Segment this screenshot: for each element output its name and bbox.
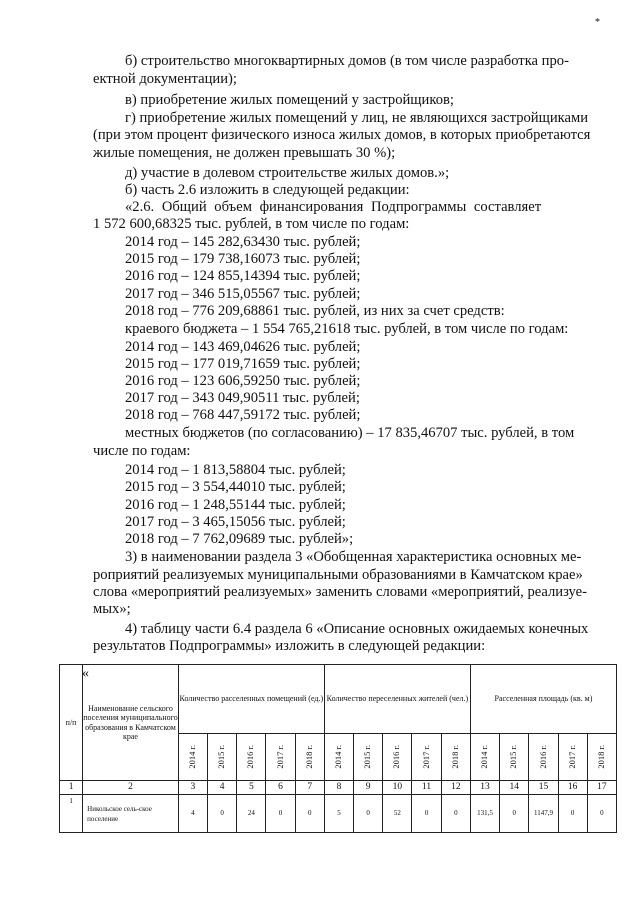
data-cell: 0 <box>266 795 295 833</box>
year-header: 2016 г. <box>529 734 558 781</box>
paragraph-line: ектной документации); <box>93 71 237 87</box>
paragraph-line: слова «мероприятий реализуемых» заменить словами «мероприятий, реализуе- <box>93 584 587 600</box>
index-cell: 10 <box>383 781 412 795</box>
paragraph-line: 2015 год – 3 554,44010 тыс. рублей; <box>125 479 346 495</box>
index-cell: 6 <box>266 781 295 795</box>
row-name: Никольское сель-ское поселение <box>83 795 179 833</box>
data-cell: 0 <box>412 795 441 833</box>
paragraph-line: «2.6. Общий объем финансирования Подпрограммы составляет <box>125 199 542 215</box>
paragraph-line: местных бюджетов (по согласованию) – 17 835,46707 тыс. рублей, в том <box>125 425 575 441</box>
row-num: 1 <box>60 795 83 833</box>
year-header: 2017 г. <box>266 734 295 781</box>
paragraph-line: 2014 год – 1 813,58804 тыс. рублей; <box>125 462 346 478</box>
paragraph-line: числе по годам: <box>93 443 191 459</box>
page-mark: * <box>595 17 600 28</box>
index-cell: 9 <box>354 781 383 795</box>
data-cell: 0 <box>208 795 237 833</box>
year-header: 2015 г. <box>208 734 237 781</box>
header-group-area: Расселенная площадь (кв. м) <box>470 665 616 734</box>
header-name: Наименование сельского поселения муниципального образования в Камчатском крае <box>83 665 179 781</box>
index-cell: 11 <box>412 781 441 795</box>
year-header: 2014 г. <box>324 734 353 781</box>
year-header: 2015 г. <box>354 734 383 781</box>
paragraph-line: д) участие в долевом строительстве жилых домов.»; <box>125 165 450 181</box>
index-cell: 5 <box>237 781 266 795</box>
paragraph-line: 2016 год – 123 606,59250 тыс. рублей; <box>125 373 361 389</box>
paragraph-line: 2014 год – 145 282,63430 тыс. рублей; <box>125 234 361 250</box>
paragraph-line: результатов Подпрограммы» изложить в следующей редакции: <box>93 638 486 654</box>
index-cell: 2 <box>83 781 179 795</box>
paragraph-line: 2017 год – 343 049,90511 тыс. рублей; <box>125 390 360 406</box>
index-cell: 4 <box>208 781 237 795</box>
header-num: п/п <box>60 665 83 781</box>
year-header: 2017 г. <box>412 734 441 781</box>
paragraph-line: 2018 год – 776 209,68861 тыс. рублей, из них за счет средств: <box>125 303 505 319</box>
paragraph-line: 2016 год – 1 248,55144 тыс. рублей; <box>125 497 346 513</box>
index-cell: 8 <box>324 781 353 795</box>
data-cell: 0 <box>587 795 616 833</box>
paragraph-line: 2014 год – 143 469,04626 тыс. рублей; <box>125 339 361 355</box>
year-header: 2017 г. <box>558 734 587 781</box>
data-cell: 0 <box>558 795 587 833</box>
header-group-residents: Количество переселенных жителей (чел.) <box>324 665 470 734</box>
paragraph-line: роприятий реализуемых муниципальными образованиями в Камчатском крае» <box>93 567 583 583</box>
index-cell: 12 <box>441 781 470 795</box>
index-cell: 3 <box>178 781 207 795</box>
paragraph-line: 2017 год – 346 515,05567 тыс. рублей; <box>125 286 361 302</box>
data-cell: 1147,9 <box>529 795 558 833</box>
index-cell: 7 <box>295 781 324 795</box>
paragraph-line: 2018 год – 7 762,09689 тыс. рублей»; <box>125 531 354 547</box>
data-cell: 52 <box>383 795 412 833</box>
data-cell: 0 <box>295 795 324 833</box>
paragraph-line: 1 572 600,68325 тыс. рублей, в том числе по годам: <box>93 216 410 232</box>
data-cell: 24 <box>237 795 266 833</box>
open-quote: « <box>82 666 89 681</box>
index-cell: 16 <box>558 781 587 795</box>
paragraph-line: б) часть 2.6 изложить в следующей редакции: <box>125 182 410 198</box>
year-header: 2014 г. <box>178 734 207 781</box>
paragraph-line: краевого бюджета – 1 554 765,21618 тыс. рублей, в том числе по годам: <box>125 321 569 337</box>
data-cell: 4 <box>178 795 207 833</box>
index-cell: 1 <box>60 781 83 795</box>
paragraph-line: 2015 год – 179 738,16073 тыс. рублей; <box>125 251 361 267</box>
index-cell: 14 <box>500 781 529 795</box>
year-header: 2016 г. <box>237 734 266 781</box>
year-header: 2018 г. <box>295 734 324 781</box>
paragraph-line: 3) в наименовании раздела 3 «Обобщенная характеристика основных ме- <box>125 549 582 565</box>
paragraph-line: 2015 год – 177 019,71659 тыс. рублей; <box>125 356 361 372</box>
header-group-rooms: Количество расселенных помещений (ед.) <box>178 665 324 734</box>
data-cell: 0 <box>354 795 383 833</box>
data-cell: 0 <box>500 795 529 833</box>
paragraph-line: б) строительство многоквартирных домов (в том числе разработка про- <box>125 53 569 69</box>
paragraph-line: (при этом процент физического износа жилых домов, в которых приобретаются <box>93 127 591 143</box>
year-header: 2018 г. <box>587 734 616 781</box>
paragraph-line: г) приобретение жилых помещений у лиц, не являющихся застройщиками <box>125 110 589 126</box>
data-cell: 5 <box>324 795 353 833</box>
year-header: 2015 г. <box>500 734 529 781</box>
paragraph-line: 2018 год – 768 447,59172 тыс. рублей; <box>125 407 361 423</box>
year-header: 2016 г. <box>383 734 412 781</box>
year-header: 2018 г. <box>441 734 470 781</box>
data-cell: 131,5 <box>470 795 499 833</box>
results-table <box>59 664 617 833</box>
paragraph-line: 4) таблицу части 6.4 раздела 6 «Описание основных ожидаемых конечных <box>125 621 589 637</box>
paragraph-line: мых»; <box>93 601 131 617</box>
index-cell: 15 <box>529 781 558 795</box>
data-cell: 0 <box>441 795 470 833</box>
paragraph-line: 2017 год – 3 465,15056 тыс. рублей; <box>125 514 346 530</box>
paragraph-line: 2016 год – 124 855,14394 тыс. рублей; <box>125 268 361 284</box>
year-header: 2014 г. <box>470 734 499 781</box>
table-row <box>60 795 617 833</box>
index-cell: 13 <box>470 781 499 795</box>
paragraph-line: в) приобретение жилых помещений у застройщиков; <box>125 92 454 108</box>
index-cell: 17 <box>587 781 616 795</box>
paragraph-line: жилые помещения, не должен превышать 30 %); <box>93 145 396 161</box>
